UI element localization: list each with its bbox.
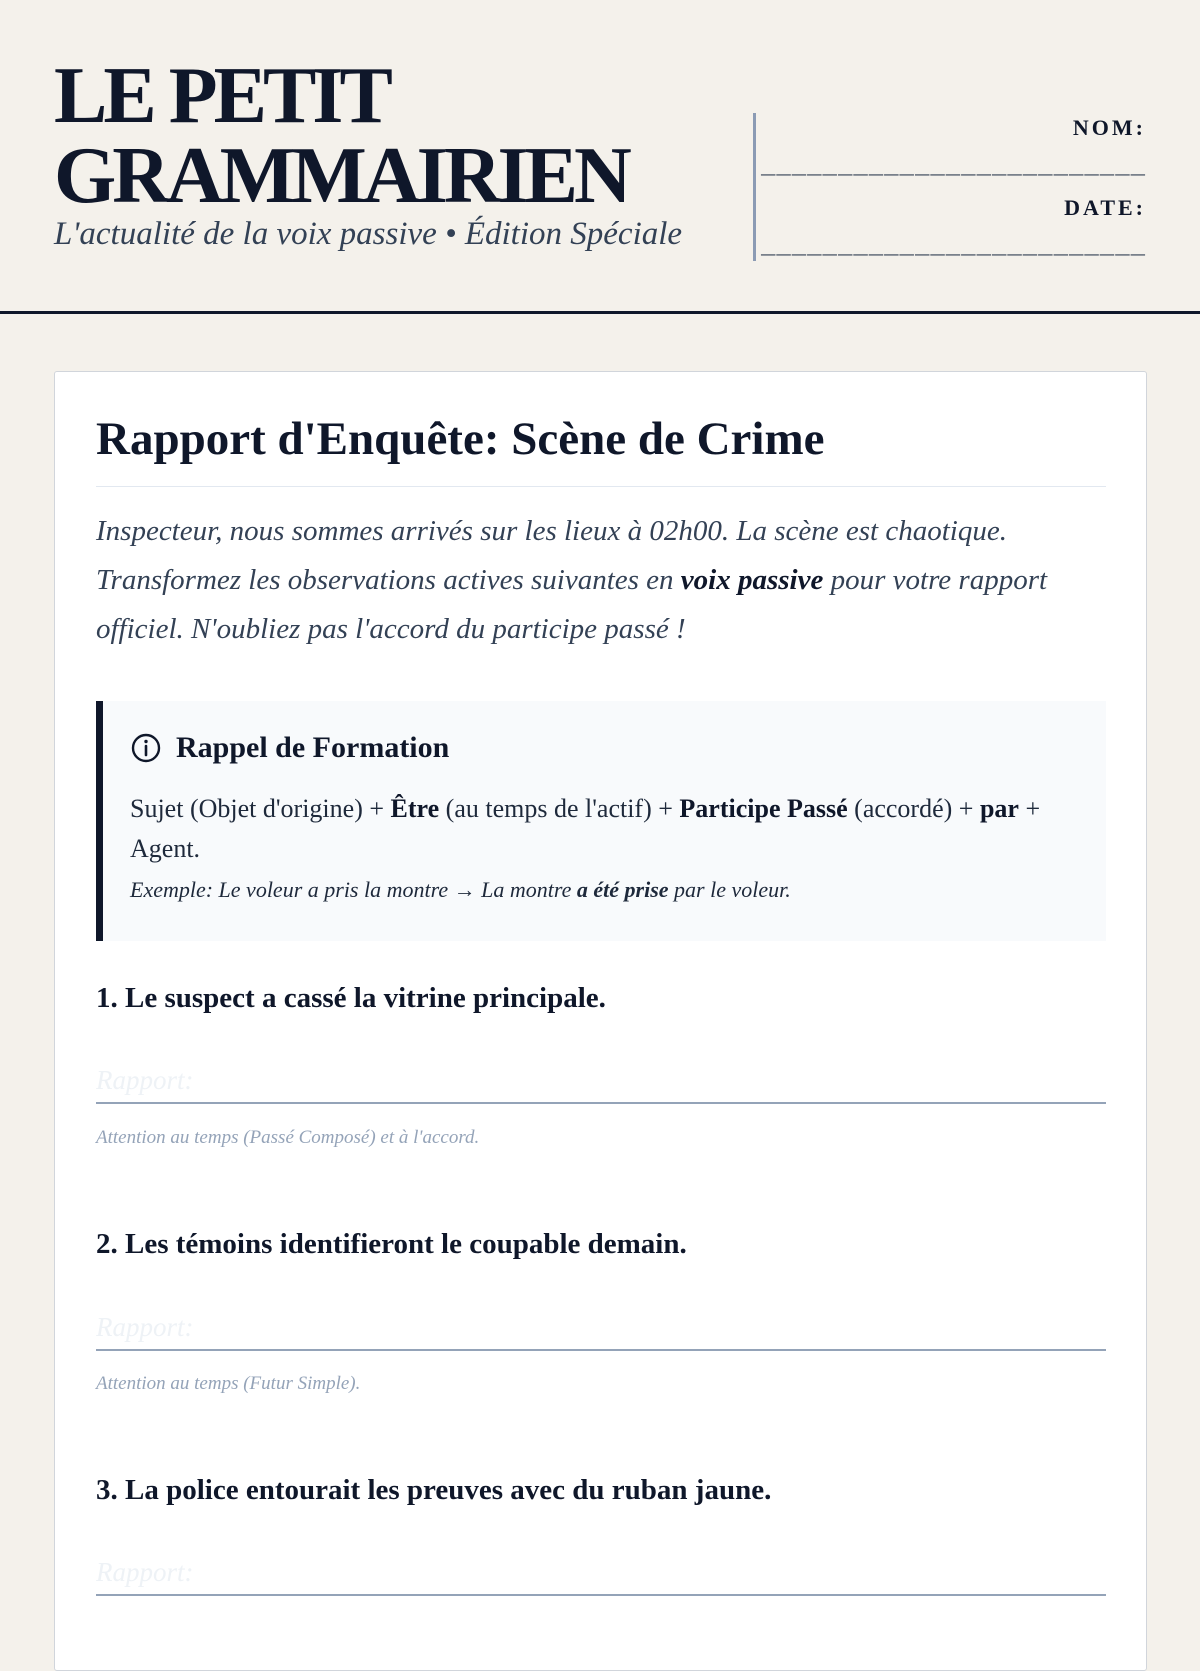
hint-1: Attention au temps (Passé Composé) et à l'accord. (96, 1127, 480, 1148)
formula-etre: Être (390, 794, 440, 823)
answer-input-1[interactable] (96, 1058, 1106, 1104)
formula-part: (au temps de l'actif) + (439, 794, 680, 823)
intro-bold: voix passive (680, 564, 824, 596)
question-2: 2. Les témoins identifieront le coupable demain. (96, 1228, 687, 1260)
info-icon (130, 732, 162, 764)
formula-part: + Agent. (130, 794, 1041, 863)
formula-participe: Participe Passé (679, 794, 848, 823)
newspaper-title (54, 52, 628, 220)
hint-2: Attention au temps (Futur Simple). (96, 1373, 361, 1394)
title-divider (96, 486, 1106, 487)
header-divider (753, 113, 756, 261)
worksheet-card (54, 371, 1147, 1671)
example-part: par le voleur. (668, 877, 791, 902)
formula-part: (accordé) + (847, 794, 980, 823)
example-part: Exemple: Le voleur a pris la montre → La montre (130, 877, 577, 902)
rappel-title: Rappel de Formation (176, 731, 450, 764)
report-title: Rapport d'Enquête: Scène de Crime (96, 413, 825, 465)
answer-input-2[interactable] (96, 1305, 1106, 1351)
date-blank-line[interactable]: _________________________ (760, 234, 1146, 261)
intro-text-2: pour votre rapport officiel. N'oubliez pas l'accord du participe passé ! (96, 564, 1048, 645)
example-bold: a été prise (576, 877, 669, 902)
question-3: 3. La police entourait les preuves avec du ruban jaune. (96, 1474, 772, 1506)
title-line-2: GRAMMAIRIEN (54, 132, 628, 220)
answer-input-3[interactable] (96, 1550, 1106, 1596)
question-1: 1. Le suspect a cassé la vitrine principale. (96, 982, 606, 1014)
newspaper-subtitle: L'actualité de la voix passive • Édition Spéciale (54, 216, 683, 252)
formula-par: par (979, 794, 1019, 823)
rappel-box (96, 701, 1106, 941)
report-intro (96, 507, 1106, 654)
rappel-header (130, 731, 449, 765)
date-label: DATE: (1064, 195, 1146, 220)
nom-blank-line[interactable]: _________________________ (760, 154, 1146, 181)
nom-label: NOM: (1072, 115, 1146, 140)
formula-part: Sujet (Objet d'origine) + (130, 794, 391, 823)
intro-text-1: Inspecteur, nous sommes arrivés sur les lieux à 02h00. La scène est chaotique. Transformez les observations actives suivantes en (96, 515, 1007, 596)
title-line-1: LE PETIT (54, 52, 389, 140)
rappel-example (130, 877, 791, 903)
rappel-formula (130, 789, 1080, 869)
masthead (0, 0, 1200, 314)
